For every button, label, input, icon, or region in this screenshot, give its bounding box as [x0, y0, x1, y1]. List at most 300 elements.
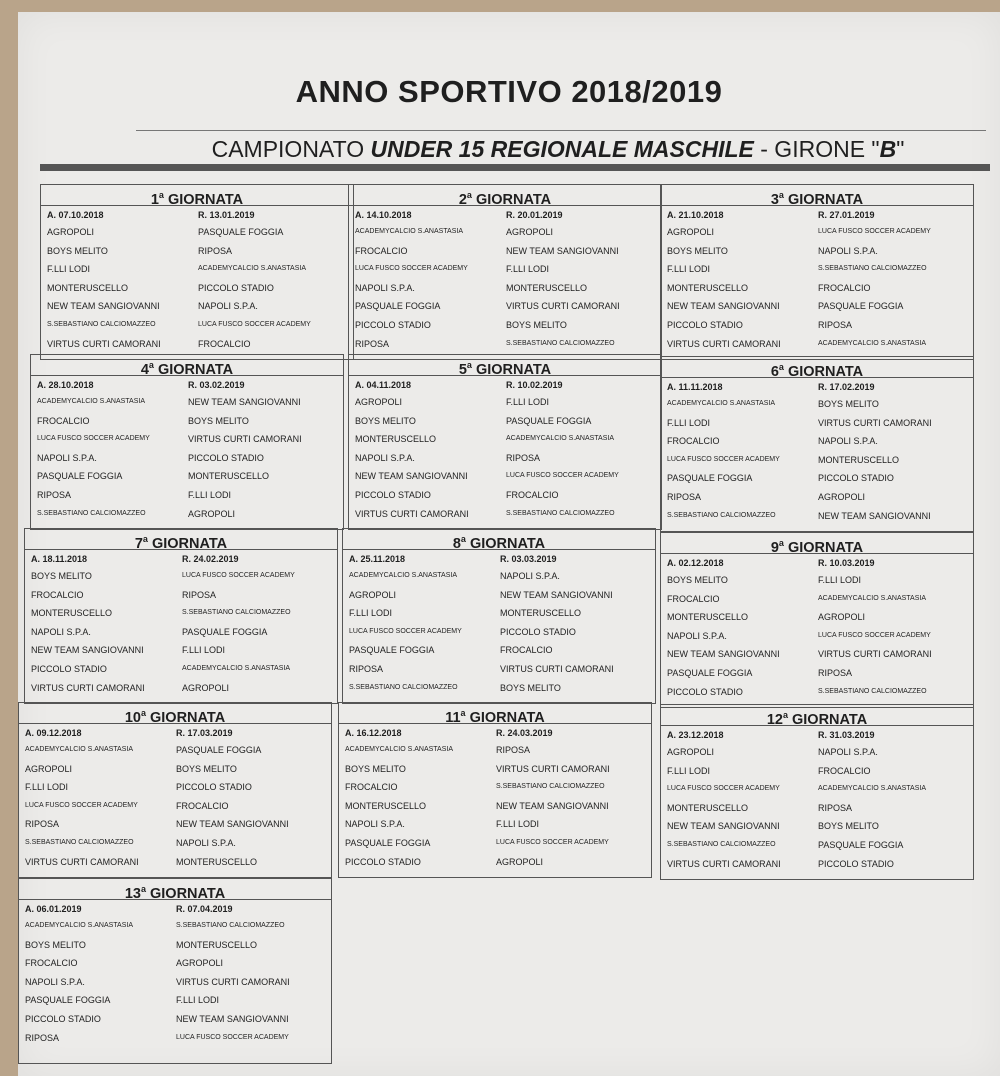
championship-subtitle [128, 136, 988, 163]
away-team: LUCA FUSCO SOCCER ACADEMY [506, 472, 619, 480]
round-label: GIORNATA [792, 711, 868, 728]
round-number: 13 [124, 885, 141, 902]
round-label: GIORNATA [469, 535, 546, 552]
home-team: NEW TEAM SANGIOVANNI [667, 821, 780, 832]
ritorno-date: R. 17.02.2019 [818, 382, 875, 392]
away-team: RIPOSA [818, 667, 853, 678]
home-team: AGROPOLI [355, 397, 403, 407]
away-team: LUCA FUSCO SOCCER ACADEMY [818, 631, 931, 639]
round-label: GIORNATA [787, 539, 864, 556]
ordinal-mark: a [782, 710, 788, 720]
away-team: NEW TEAM SANGIOVANNI [188, 397, 301, 407]
andata-date: A. 02.12.2018 [667, 558, 724, 568]
home-team: PASQUALE FOGGIA [25, 995, 111, 1006]
away-team: PASQUALE FOGGIA [818, 839, 904, 850]
away-team: NEW TEAM SANGIOVANNI [500, 589, 613, 600]
away-team: AGROPOLI [496, 856, 544, 867]
away-team: S.SEBASTIANO CALCIOMAZZEO [506, 509, 615, 517]
round-block-3 [660, 184, 974, 360]
away-team: LUCA FUSCO SOCCER ACADEMY [496, 838, 609, 846]
away-column [818, 208, 969, 353]
home-team: BOYS MELITO [667, 575, 728, 585]
round-label: GIORNATA [167, 191, 244, 208]
home-team: RIPOSA [25, 819, 60, 830]
away-team: ACADEMYCALCIO S.ANASTASIA [182, 664, 291, 672]
round-header [41, 185, 353, 206]
away-team: FROCALCIO [506, 489, 559, 500]
away-team: LUCA FUSCO SOCCER ACADEMY [176, 1033, 289, 1041]
home-team: F.LLI LODI [667, 765, 711, 776]
away-team: S.SEBASTIANO CALCIOMAZZEO [496, 783, 605, 791]
home-team: PASQUALE FOGGIA [37, 471, 123, 482]
away-column [818, 728, 969, 873]
round-label: GIORNATA [150, 885, 226, 902]
away-team: FROCALCIO [198, 338, 251, 349]
home-team: NAPOLI S.P.A. [355, 452, 415, 463]
away-team: RIPOSA [818, 319, 853, 330]
home-team: MONTERUSCELLO [667, 612, 749, 623]
away-column [188, 378, 339, 523]
round-number: 1 [150, 191, 159, 208]
home-team: VIRTUS CURTI CAMORANI [31, 682, 145, 693]
round-number: 9 [770, 539, 779, 556]
home-team: NAPOLI S.P.A. [667, 630, 727, 641]
home-team: MONTERUSCELLO [667, 802, 749, 813]
home-team: BOYS MELITO [25, 939, 86, 950]
home-column [25, 902, 176, 1047]
home-team: ACADEMYCALCIO S.ANASTASIA [25, 746, 134, 753]
home-team: PICCOLO STADIO [355, 489, 431, 500]
home-team: BOYS MELITO [355, 415, 416, 426]
home-team: VIRTUS CURTI CAMORANI [47, 338, 161, 349]
round-block-9 [660, 532, 974, 708]
away-team: NAPOLI S.P.A. [500, 571, 560, 581]
home-team: S.SEBASTIANO CALCIOMAZZEO [667, 840, 776, 848]
ritorno-date: R. 07.04.2019 [176, 904, 233, 914]
home-team: VIRTUS CURTI CAMORANI [667, 338, 781, 349]
round-block-10 [18, 702, 332, 878]
away-team: PASQUALE FOGGIA [198, 227, 284, 237]
home-team: FROCALCIO [667, 436, 720, 447]
home-team: RIPOSA [37, 489, 72, 500]
away-team: AGROPOLI [818, 491, 866, 502]
away-team: RIPOSA [198, 245, 233, 256]
round-header [25, 529, 337, 550]
home-column [667, 728, 818, 873]
away-team: S.SEBASTIANO CALCIOMAZZEO [176, 922, 285, 929]
away-team: MONTERUSCELLO [818, 454, 900, 465]
andata-date: A. 16.12.2018 [345, 728, 402, 738]
away-team: BOYS MELITO [506, 319, 567, 330]
home-team: S.SEBASTIANO CALCIOMAZZEO [667, 511, 776, 519]
round-block-2 [348, 184, 662, 360]
andata-date: A. 04.11.2018 [355, 380, 412, 390]
away-team: ACADEMYCALCIO S.ANASTASIA [818, 785, 927, 793]
round-block-5 [348, 354, 662, 530]
home-team: MONTERUSCELLO [667, 282, 749, 293]
away-team: RIPOSA [182, 589, 217, 600]
ordinal-mark: a [778, 190, 784, 200]
andata-date: A. 11.11.2018 [667, 382, 723, 392]
round-number: 7 [134, 535, 143, 552]
ritorno-date: R. 20.01.2019 [506, 210, 563, 220]
subtitle-close-quote: " [896, 136, 905, 162]
round-block-1 [40, 184, 354, 360]
ordinal-mark: a [140, 708, 146, 718]
ordinal-mark: a [466, 190, 472, 200]
home-column [345, 726, 496, 871]
home-team: AGROPOLI [667, 227, 715, 237]
home-team: LUCA FUSCO SOCCER ACADEMY [667, 785, 780, 793]
away-team: VIRTUS CURTI CAMORANI [818, 417, 932, 428]
subtitle-category: UNDER 15 REGIONALE MASCHILE [370, 136, 754, 162]
away-column [818, 556, 969, 701]
home-column [25, 726, 176, 871]
round-header [349, 185, 661, 206]
away-team: F.LLI LODI [188, 489, 232, 500]
away-team: NAPOLI S.P.A. [818, 747, 878, 757]
home-team: RIPOSA [349, 663, 384, 674]
away-team: MONTERUSCELLO [188, 471, 270, 482]
home-team: ACADEMYCALCIO S.ANASTASIA [25, 922, 134, 929]
home-team: PICCOLO STADIO [355, 319, 431, 330]
away-team: RIPOSA [496, 745, 531, 755]
home-team: S.SEBASTIANO CALCIOMAZZEO [47, 320, 156, 328]
away-team: S.SEBASTIANO CALCIOMAZZEO [506, 339, 615, 347]
away-team: NEW TEAM SANGIOVANNI [818, 510, 931, 521]
home-team: AGROPOLI [47, 227, 95, 237]
away-team: NAPOLI S.P.A. [818, 436, 878, 447]
round-number: 2 [458, 191, 467, 208]
away-team: NEW TEAM SANGIOVANNI [176, 819, 289, 830]
home-team: RIPOSA [355, 338, 390, 349]
away-team: MONTERUSCELLO [500, 608, 582, 619]
away-team: BOYS MELITO [818, 399, 879, 409]
away-team: S.SEBASTIANO CALCIOMAZZEO [182, 609, 291, 617]
round-header [661, 357, 973, 378]
away-column [198, 208, 349, 353]
home-team: FROCALCIO [355, 245, 408, 256]
away-column [506, 208, 657, 353]
home-column [667, 380, 818, 525]
away-team: S.SEBASTIANO CALCIOMAZZEO [818, 687, 927, 695]
home-team: PICCOLO STADIO [25, 1013, 101, 1024]
round-label: GIORNATA [157, 361, 234, 378]
away-team: RIPOSA [506, 452, 541, 463]
andata-date: A. 23.12.2018 [667, 730, 724, 740]
subtitle-prefix: CAMPIONATO [211, 136, 371, 162]
round-header [661, 705, 973, 726]
away-column [176, 726, 327, 871]
away-team: PICCOLO STADIO [818, 858, 894, 869]
andata-date: A. 21.10.2018 [667, 210, 724, 220]
home-column [667, 208, 818, 353]
round-label: GIORNATA [787, 191, 864, 208]
away-team: BOYS MELITO [500, 682, 561, 693]
home-team: BOYS MELITO [31, 571, 92, 581]
away-team: F.LLI LODI [506, 397, 550, 407]
ritorno-date: R. 10.02.2019 [506, 380, 563, 390]
home-team: S.SEBASTIANO CALCIOMAZZEO [37, 509, 146, 517]
home-team: RIPOSA [667, 491, 702, 502]
away-team: PICCOLO STADIO [176, 782, 252, 793]
andata-date: A. 14.10.2018 [355, 210, 412, 220]
round-header [339, 703, 651, 724]
andata-date: A. 28.10.2018 [37, 380, 94, 390]
away-team: VIRTUS CURTI CAMORANI [506, 301, 620, 312]
round-number: 5 [458, 361, 467, 378]
home-team: NAPOLI S.P.A. [25, 976, 85, 987]
away-team: F.LLI LODI [506, 264, 550, 275]
home-team: ACADEMYCALCIO S.ANASTASIA [345, 746, 454, 753]
home-team: MONTERUSCELLO [31, 608, 113, 619]
round-number: 10 [124, 709, 141, 726]
away-team: PICCOLO STADIO [188, 452, 264, 463]
home-team: NAPOLI S.P.A. [355, 282, 415, 293]
away-team: ACADEMYCALCIO S.ANASTASIA [818, 594, 927, 602]
home-team: F.LLI LODI [349, 608, 393, 619]
away-column [496, 726, 647, 871]
away-team: NAPOLI S.P.A. [176, 837, 236, 848]
round-number: 3 [770, 191, 779, 208]
home-team: PASQUALE FOGGIA [667, 473, 753, 484]
ordinal-mark: a [158, 190, 164, 200]
away-team: ACADEMYCALCIO S.ANASTASIA [506, 435, 615, 443]
away-column [500, 552, 651, 697]
home-team: RIPOSA [25, 1032, 60, 1043]
away-team: AGROPOLI [182, 682, 230, 693]
away-team: LUCA FUSCO SOCCER ACADEMY [198, 320, 311, 328]
home-team: F.LLI LODI [667, 417, 711, 428]
away-team: PASQUALE FOGGIA [818, 301, 904, 312]
home-team: BOYS MELITO [47, 245, 108, 256]
home-team: LUCA FUSCO SOCCER ACADEMY [355, 265, 468, 273]
away-team: F.LLI LODI [496, 819, 540, 830]
round-block-12 [660, 704, 974, 880]
ritorno-date: R. 13.01.2019 [198, 210, 255, 220]
home-team: LUCA FUSCO SOCCER ACADEMY [349, 627, 462, 635]
ritorno-date: R. 24.02.2019 [182, 554, 239, 564]
away-team: FROCALCIO [818, 765, 871, 776]
home-team: MONTERUSCELLO [345, 800, 427, 811]
away-team: VIRTUS CURTI CAMORANI [500, 663, 614, 674]
home-team: ACADEMYCALCIO S.ANASTASIA [37, 398, 146, 405]
home-team: BOYS MELITO [667, 245, 728, 256]
home-team: MONTERUSCELLO [355, 434, 437, 445]
away-team: PICCOLO STADIO [198, 282, 274, 293]
away-team: VIRTUS CURTI CAMORANI [188, 434, 302, 445]
away-team: ACADEMYCALCIO S.ANASTASIA [818, 339, 927, 347]
home-team: ACADEMYCALCIO S.ANASTASIA [349, 572, 458, 579]
home-column [31, 552, 182, 697]
away-team: VIRTUS CURTI CAMORANI [176, 976, 290, 987]
ordinal-mark: a [778, 362, 784, 372]
home-team: NEW TEAM SANGIOVANNI [47, 301, 160, 312]
away-team: NAPOLI S.P.A. [198, 301, 258, 312]
round-header [343, 529, 655, 550]
home-team: VIRTUS CURTI CAMORANI [667, 858, 781, 869]
home-column [349, 552, 500, 697]
ritorno-date: R. 24.03.2019 [496, 728, 553, 738]
away-team: RIPOSA [818, 802, 853, 813]
round-header [19, 703, 331, 724]
away-team: PICCOLO STADIO [818, 473, 894, 484]
home-team: AGROPOLI [25, 763, 73, 774]
subtitle-group-letter: B [879, 136, 897, 162]
home-team: VIRTUS CURTI CAMORANI [25, 856, 139, 867]
round-header [661, 533, 973, 554]
round-header [661, 185, 973, 206]
andata-date: A. 25.11.2018 [349, 554, 406, 564]
away-team: MONTERUSCELLO [176, 939, 258, 950]
home-team: S.SEBASTIANO CALCIOMAZZEO [25, 838, 134, 846]
away-team: AGROPOLI [506, 227, 554, 237]
round-header [31, 355, 343, 376]
home-team: MONTERUSCELLO [47, 282, 129, 293]
round-number: 12 [766, 711, 783, 728]
away-team: AGROPOLI [188, 508, 236, 519]
round-label: GIORNATA [150, 709, 226, 726]
home-column [667, 556, 818, 701]
ritorno-date: R. 31.03.2019 [818, 730, 875, 740]
home-team: NEW TEAM SANGIOVANNI [667, 649, 780, 660]
home-team: PASQUALE FOGGIA [345, 837, 431, 848]
ritorno-date: R. 10.03.2019 [818, 558, 875, 568]
home-team: PICCOLO STADIO [31, 663, 107, 674]
away-team: BOYS MELITO [188, 415, 249, 426]
round-label: GIORNATA [475, 361, 552, 378]
home-team: PICCOLO STADIO [345, 856, 421, 867]
ordinal-mark: a [460, 708, 466, 718]
home-team: NAPOLI S.P.A. [31, 626, 91, 637]
andata-date: A. 06.01.2019 [25, 904, 82, 914]
home-team: LUCA FUSCO SOCCER ACADEMY [37, 435, 150, 443]
away-team: FROCALCIO [818, 282, 871, 293]
home-team: AGROPOLI [349, 589, 397, 600]
away-team: VIRTUS CURTI CAMORANI [496, 763, 610, 774]
away-team: F.LLI LODI [182, 645, 226, 656]
ordinal-mark: a [460, 534, 466, 544]
home-team: FROCALCIO [37, 415, 90, 426]
away-team: F.LLI LODI [176, 995, 220, 1006]
away-column [176, 902, 327, 1047]
home-team: NEW TEAM SANGIOVANNI [31, 645, 144, 656]
round-block-7 [24, 528, 338, 704]
away-team: PICCOLO STADIO [500, 626, 576, 637]
andata-date: A. 07.10.2018 [47, 210, 104, 220]
round-block-13 [18, 878, 332, 1064]
schedule-sheet [18, 12, 1000, 1076]
round-block-8 [342, 528, 656, 704]
away-team: PASQUALE FOGGIA [506, 415, 592, 426]
home-team: F.LLI LODI [47, 264, 91, 275]
home-team: FROCALCIO [667, 593, 720, 604]
home-team: S.SEBASTIANO CALCIOMAZZEO [349, 683, 458, 691]
home-team: AGROPOLI [667, 747, 715, 757]
away-team: BOYS MELITO [176, 763, 237, 774]
away-team: AGROPOLI [818, 612, 866, 623]
page-title: ANNO SPORTIVO 2018/2019 [295, 74, 723, 109]
away-team: MONTERUSCELLO [176, 856, 258, 867]
home-team: PASQUALE FOGGIA [667, 667, 753, 678]
home-team: ACADEMYCALCIO S.ANASTASIA [355, 228, 464, 235]
away-team: F.LLI LODI [818, 575, 862, 585]
home-team: F.LLI LODI [667, 264, 711, 275]
home-team: NEW TEAM SANGIOVANNI [355, 471, 468, 482]
round-number: 4 [140, 361, 149, 378]
away-team: NEW TEAM SANGIOVANNI [506, 245, 619, 256]
ordinal-mark: a [778, 538, 784, 548]
home-team: VIRTUS CURTI CAMORANI [355, 508, 469, 519]
title-divider [136, 130, 986, 131]
round-number: 8 [452, 535, 461, 552]
round-header [349, 355, 661, 376]
home-team: FROCALCIO [31, 589, 84, 600]
round-header [19, 879, 331, 900]
home-team: PASQUALE FOGGIA [355, 301, 441, 312]
home-column [355, 208, 506, 353]
ritorno-date: R. 03.02.2019 [188, 380, 245, 390]
away-team: PASQUALE FOGGIA [182, 626, 268, 637]
away-team: S.SEBASTIANO CALCIOMAZZEO [818, 265, 927, 273]
round-label: GIORNATA [151, 535, 228, 552]
andata-date: A. 18.11.2018 [31, 554, 88, 564]
away-team: FROCALCIO [176, 800, 229, 811]
ordinal-mark: a [148, 360, 154, 370]
home-column [37, 378, 188, 523]
away-team: AGROPOLI [176, 958, 224, 969]
home-team: NEW TEAM SANGIOVANNI [667, 301, 780, 312]
round-number: 6 [770, 363, 779, 380]
home-team: FROCALCIO [25, 958, 78, 969]
away-team: LUCA FUSCO SOCCER ACADEMY [182, 572, 295, 579]
away-team: LUCA FUSCO SOCCER ACADEMY [818, 228, 931, 235]
away-column [182, 552, 333, 697]
away-column [818, 380, 969, 525]
subtitle-underline [40, 164, 990, 171]
home-column [47, 208, 198, 353]
away-team: NAPOLI S.P.A. [818, 245, 878, 256]
home-team: PASQUALE FOGGIA [349, 645, 435, 656]
away-team: VIRTUS CURTI CAMORANI [818, 649, 932, 660]
home-team: PICCOLO STADIO [667, 686, 743, 697]
round-number: 11 [445, 709, 461, 726]
away-team: MONTERUSCELLO [506, 282, 588, 293]
ritorno-date: R. 17.03.2019 [176, 728, 233, 738]
away-team: PASQUALE FOGGIA [176, 745, 262, 755]
home-team: PICCOLO STADIO [667, 319, 743, 330]
round-label: GIORNATA [787, 363, 864, 380]
home-team: F.LLI LODI [25, 782, 69, 793]
ordinal-mark: a [142, 534, 148, 544]
home-team: ACADEMYCALCIO S.ANASTASIA [667, 400, 776, 407]
away-team: NEW TEAM SANGIOVANNI [176, 1013, 289, 1024]
ritorno-date: R. 03.03.2019 [500, 554, 557, 564]
round-block-4 [30, 354, 344, 530]
home-team: LUCA FUSCO SOCCER ACADEMY [667, 455, 780, 463]
home-team: NAPOLI S.P.A. [37, 452, 97, 463]
round-block-6 [660, 356, 974, 532]
round-label: GIORNATA [469, 709, 545, 726]
round-block-11 [338, 702, 652, 878]
home-team: NAPOLI S.P.A. [345, 819, 405, 830]
away-team: NEW TEAM SANGIOVANNI [496, 800, 609, 811]
home-team: FROCALCIO [345, 782, 398, 793]
away-team: ACADEMYCALCIO S.ANASTASIA [198, 265, 307, 273]
home-column [355, 378, 506, 523]
ordinal-mark: a [466, 360, 472, 370]
andata-date: A. 09.12.2018 [25, 728, 82, 738]
